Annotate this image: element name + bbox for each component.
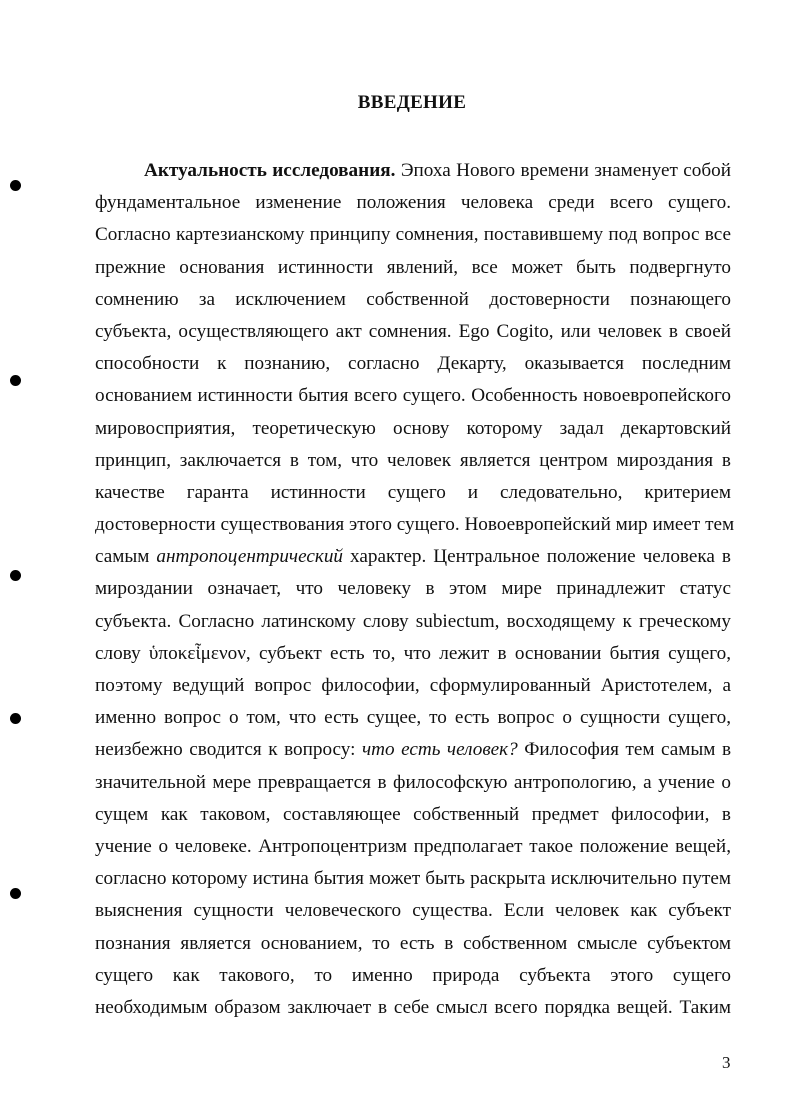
paragraph-line: мироздании означает, что человеку в этом мире принадлежит статус <box>95 578 731 600</box>
paragraph-line: слову ὑποκεἶμενον, субъект есть то, что лежит в основании бытия сущего, <box>95 642 731 664</box>
paragraph-line: качестве гаранта истинности сущего и следовательно, критерием <box>95 481 731 503</box>
body-paragraph <box>95 155 735 1024</box>
italic-term: антропоцентрический <box>156 546 344 568</box>
paragraph-line: познания является основанием, то есть в собственном смысле субъектом <box>95 932 731 954</box>
paragraph-line: прежние основания истинности явлений, все может быть подвергнуто <box>95 256 731 278</box>
punch-hole-mark <box>10 888 21 899</box>
paragraph-line: субъекта, осуществляющего акт сомнения. Ego Cogito, или человек в своей <box>95 320 731 342</box>
paragraph-line: способности к познанию, согласно Декарту, оказывается последним <box>95 353 731 375</box>
punch-hole-mark <box>10 180 21 191</box>
paragraph-line: основанием истинности бытия всего сущего. Особенность новоевропейского <box>95 385 731 407</box>
paragraph-line: сущем как таковом, составляющее собственный предмет философии, в <box>95 803 731 825</box>
punch-hole-mark <box>10 713 21 724</box>
paragraph-line: самым антропоцентрический характер. Центральное положение человека в <box>95 546 731 568</box>
paragraph-line: согласно которому истина бытия может быть раскрыта исключительно путем <box>95 868 731 890</box>
paragraph-line: принцип, заключается в том, что человек является центром мироздания в <box>95 449 731 471</box>
paragraph-line: сомнению за исключением собственной достоверности познающего <box>95 288 731 310</box>
paragraph-line: значительной мере превращается в философскую антропологию, а учение о <box>95 771 731 793</box>
paragraph-line: Актуальность исследования. Эпоха Нового времени знаменует собой <box>144 160 731 181</box>
page-number: 3 <box>722 1053 731 1072</box>
paragraph-line: именно вопрос о том, что есть сущее, то есть вопрос о сущности сущего, <box>95 707 731 729</box>
paragraph-line: поэтому ведущий вопрос философии, сформулированный Аристотелем, а <box>95 675 731 696</box>
page-title: ВВЕДЕНИЕ <box>357 92 467 113</box>
paragraph-line: выяснения сущности человеческого существа. Если человек как субъект <box>95 900 731 922</box>
punch-hole-mark <box>10 375 21 386</box>
paragraph-line: необходимым образом заключает в себе смысл всего порядка вещей. Таким <box>95 996 731 1018</box>
italic-question: что есть человек? <box>361 739 518 761</box>
paragraph-line: Согласно картезианскому принципу сомнения, поставившему под вопрос все <box>95 224 731 246</box>
paragraph-line: фундаментальное изменение положения человека среди всего сущего. <box>95 192 731 214</box>
paragraph-line: субъекта. Согласно латинскому слову subiectum, восходящему к греческому <box>95 610 731 632</box>
paragraph-line: неизбежно сводится к вопросу: что есть человек? Философия тем самым в <box>95 739 732 761</box>
paragraph-line: мировосприятия, теоретическую основу которому задал декартовский <box>95 417 731 439</box>
section-lead: Актуальность исследования. <box>144 160 396 181</box>
punch-hole-mark <box>10 570 21 581</box>
paragraph-line: учение о человеке. Антропоцентризм предполагает такое положение вещей, <box>95 835 731 857</box>
paragraph-line: достоверности существования этого сущего. Новоевропейский мир имеет тем <box>95 514 735 536</box>
paragraph-line: сущего как такового, то именно природа субъекта этого сущего <box>95 964 731 986</box>
